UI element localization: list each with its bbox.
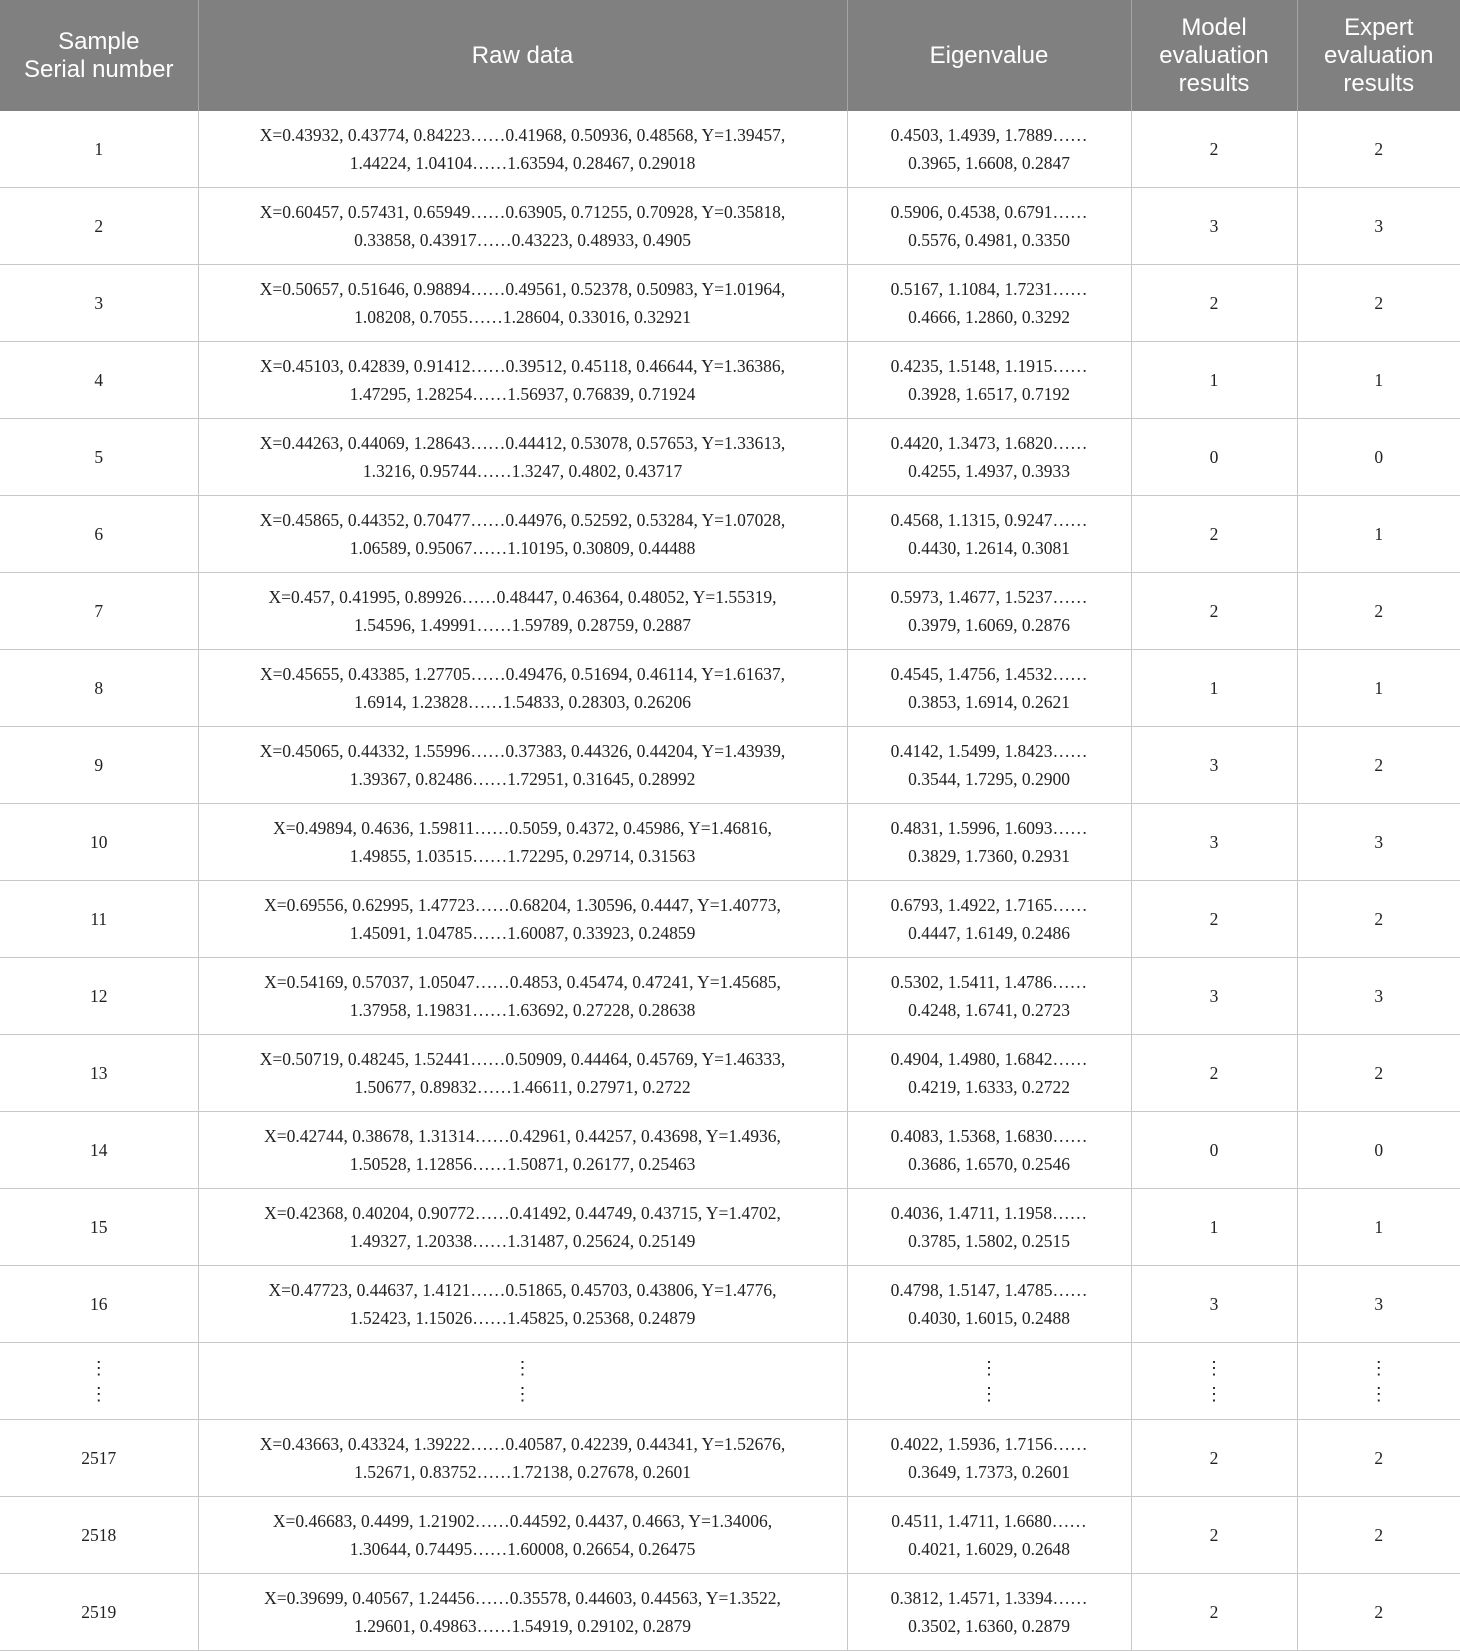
- table-row: [0, 188, 1460, 265]
- raw-data-cell: [198, 342, 847, 419]
- eigenvalue-cell-line: 0.3502, 1.6360, 0.2879: [908, 1616, 1070, 1636]
- eigenvalue-cell-line: 0.4904, 1.4980, 1.6842……: [890, 1049, 1088, 1069]
- expert-evaluation-cell-line: 2: [1374, 293, 1384, 313]
- raw-data-cell-line: 1.54596, 1.49991……1.59789, 0.28759, 0.2887: [354, 615, 691, 635]
- model-evaluation-cell: [1131, 573, 1297, 650]
- table-row: [0, 650, 1460, 727]
- raw-data-cell-line: 1.06589, 0.95067……1.10195, 0.30809, 0.44488: [349, 538, 696, 558]
- expert-evaluation-cell-line: 3: [1374, 216, 1384, 236]
- raw-data-cell-line: ⋮: [513, 1384, 532, 1404]
- sample-serial-number-cell: [0, 650, 198, 727]
- model-evaluation-cell-line: 3: [1209, 1294, 1219, 1314]
- eigenvalue-cell: [847, 1574, 1131, 1651]
- eigenvalue-cell: [847, 419, 1131, 496]
- raw-data-cell-line: X=0.54169, 0.57037, 1.05047……0.4853, 0.45474, 0.47241, Y=1.45685,: [264, 972, 781, 992]
- eigenvalue-cell-line: 0.4568, 1.1315, 0.9247……: [890, 510, 1088, 530]
- model-evaluation-cell: [1131, 804, 1297, 881]
- raw-data-cell-line: 1.44224, 1.04104……1.63594, 0.28467, 0.29018: [349, 153, 696, 173]
- raw-data-cell-line: X=0.45865, 0.44352, 0.70477……0.44976, 0.52592, 0.53284, Y=1.07028,: [259, 510, 786, 530]
- model-evaluation-cell: [1131, 111, 1297, 188]
- raw-data-cell: [198, 650, 847, 727]
- sample-serial-number-cell-line: 10: [90, 832, 108, 852]
- eigenvalue-cell-line: 0.3686, 1.6570, 0.2546: [908, 1154, 1070, 1174]
- model-evaluation-cell-line: 2: [1209, 293, 1219, 313]
- eigenvalue-cell: [847, 573, 1131, 650]
- sample-serial-number-cell: [0, 1420, 198, 1497]
- model-evaluation-cell-line: 3: [1209, 216, 1219, 236]
- eigenvalue-cell-line: 0.3853, 1.6914, 0.2621: [908, 692, 1070, 712]
- sample-serial-number-cell: [0, 1189, 198, 1266]
- sample-serial-number-cell: [0, 573, 198, 650]
- sample-serial-number-cell-line: 11: [90, 909, 108, 929]
- raw-data-cell-line: X=0.42744, 0.38678, 1.31314……0.42961, 0.44257, 0.43698, Y=1.4936,: [264, 1126, 781, 1146]
- raw-data-cell-line: 1.45091, 1.04785……1.60087, 0.33923, 0.24859: [349, 923, 696, 943]
- table-row: [0, 573, 1460, 650]
- raw-data-cell-line: 1.50677, 0.89832……1.46611, 0.27971, 0.2722: [354, 1077, 691, 1097]
- sample-serial-number-cell-line: 2: [94, 216, 104, 236]
- raw-data-cell-line: X=0.45065, 0.44332, 1.55996……0.37383, 0.44326, 0.44204, Y=1.43939,: [259, 741, 786, 761]
- eigenvalue-cell: [847, 1035, 1131, 1112]
- expert-evaluation-cell: [1297, 1343, 1460, 1420]
- model-evaluation-cell: [1131, 496, 1297, 573]
- eigenvalue-cell-line: 0.4036, 1.4711, 1.1958……: [890, 1203, 1088, 1223]
- expert-evaluation-cell-line: 1: [1374, 1217, 1384, 1237]
- raw-data-cell: [198, 1574, 847, 1651]
- expert-evaluation-cell-line: 2: [1374, 1063, 1384, 1083]
- eigenvalue-cell-line: 0.3812, 1.4571, 1.3394……: [890, 1588, 1088, 1608]
- raw-data-cell: [198, 188, 847, 265]
- raw-data-cell-line: X=0.43932, 0.43774, 0.84223……0.41968, 0.50936, 0.48568, Y=1.39457,: [259, 125, 786, 145]
- model-evaluation-cell-line: 2: [1209, 909, 1219, 929]
- sample-serial-number-cell: [0, 958, 198, 1035]
- model-evaluation-cell: [1131, 265, 1297, 342]
- expert-evaluation-cell: [1297, 1497, 1460, 1574]
- expert-evaluation-cell: [1297, 342, 1460, 419]
- table-row: [0, 804, 1460, 881]
- sample-serial-number-cell: [0, 804, 198, 881]
- model-evaluation-cell-line: 1: [1209, 678, 1219, 698]
- eigenvalue-cell-line: 0.5576, 0.4981, 0.3350: [908, 230, 1070, 250]
- header-eigenvalue: Eigenvalue: [847, 0, 1131, 111]
- model-evaluation-cell: [1131, 650, 1297, 727]
- raw-data-cell: [198, 1497, 847, 1574]
- eigenvalue-cell-line: 0.4545, 1.4756, 1.4532……: [890, 664, 1088, 684]
- model-evaluation-cell: [1131, 1189, 1297, 1266]
- sample-serial-number-cell: [0, 265, 198, 342]
- eigenvalue-cell-line: 0.4831, 1.5996, 1.6093……: [890, 818, 1088, 838]
- table-row: [0, 1112, 1460, 1189]
- raw-data-cell-line: 1.08208, 0.7055……1.28604, 0.33016, 0.32921: [354, 307, 691, 327]
- sample-serial-number-cell: [0, 1343, 198, 1420]
- expert-evaluation-cell-line: 2: [1374, 909, 1384, 929]
- raw-data-cell: [198, 1420, 847, 1497]
- model-evaluation-cell-line: ⋮ ⋮: [1205, 1358, 1223, 1404]
- table-row: [0, 496, 1460, 573]
- eigenvalue-cell-line: ⋮: [980, 1358, 998, 1378]
- expert-evaluation-cell: [1297, 1266, 1460, 1343]
- expert-evaluation-cell: [1297, 727, 1460, 804]
- eigenvalue-cell-line: 0.5973, 1.4677, 1.5237……: [890, 587, 1088, 607]
- eigenvalue-cell-line: 0.4511, 1.4711, 1.6680……: [891, 1511, 1087, 1531]
- sample-serial-number-cell: [0, 1574, 198, 1651]
- eigenvalue-cell: [847, 265, 1131, 342]
- model-evaluation-cell-line: 3: [1209, 832, 1219, 852]
- eigenvalue-cell: [847, 496, 1131, 573]
- sample-serial-number-cell-line: 6: [94, 524, 104, 544]
- model-evaluation-cell: [1131, 1112, 1297, 1189]
- model-evaluation-cell: [1131, 1420, 1297, 1497]
- expert-evaluation-cell-line: 2: [1374, 1525, 1384, 1545]
- model-evaluation-cell-line: 2: [1209, 1525, 1219, 1545]
- table-row: [0, 1266, 1460, 1343]
- eigenvalue-cell-line: 0.4430, 1.2614, 0.3081: [908, 538, 1070, 558]
- model-evaluation-cell: [1131, 1035, 1297, 1112]
- sample-serial-number-cell: [0, 496, 198, 573]
- expert-evaluation-cell: [1297, 1035, 1460, 1112]
- sample-serial-number-cell-line: 4: [94, 370, 104, 390]
- sample-serial-number-cell: [0, 1266, 198, 1343]
- sample-serial-number-cell-line: 13: [90, 1063, 108, 1083]
- ellipsis-row: [0, 1343, 1460, 1420]
- expert-evaluation-cell-line: 3: [1374, 986, 1384, 1006]
- eigenvalue-cell-line: 0.4083, 1.5368, 1.6830……: [890, 1126, 1088, 1146]
- sample-serial-number-cell-line: 9: [94, 755, 104, 775]
- eigenvalue-cell-line: 0.5302, 1.5411, 1.4786……: [890, 972, 1088, 992]
- model-evaluation-cell: [1131, 419, 1297, 496]
- sample-serial-number-cell-line: 3: [94, 293, 104, 313]
- raw-data-cell-line: X=0.60457, 0.57431, 0.65949……0.63905, 0.71255, 0.70928, Y=0.35818,: [259, 202, 786, 222]
- model-evaluation-cell-line: 1: [1209, 1217, 1219, 1237]
- expert-evaluation-cell: [1297, 188, 1460, 265]
- model-evaluation-cell-line: 3: [1209, 755, 1219, 775]
- raw-data-cell-line: X=0.50719, 0.48245, 1.52441……0.50909, 0.44464, 0.45769, Y=1.46333,: [259, 1049, 786, 1069]
- eigenvalue-cell-line: 0.4219, 1.6333, 0.2722: [908, 1077, 1070, 1097]
- sample-serial-number-cell-line: 5: [94, 447, 104, 467]
- raw-data-cell: [198, 111, 847, 188]
- sample-serial-number-cell: [0, 1035, 198, 1112]
- raw-data-cell-line: X=0.49894, 0.4636, 1.59811……0.5059, 0.4372, 0.45986, Y=1.46816,: [273, 818, 772, 838]
- sample-serial-number-cell: [0, 1112, 198, 1189]
- model-evaluation-cell: [1131, 881, 1297, 958]
- sample-serial-number-cell-line: 1: [94, 139, 104, 159]
- model-evaluation-cell: [1131, 342, 1297, 419]
- sample-serial-number-cell: [0, 881, 198, 958]
- table-row: [0, 1420, 1460, 1497]
- model-evaluation-cell: [1131, 1343, 1297, 1420]
- eigenvalue-cell-line: 0.4030, 1.6015, 0.2488: [908, 1308, 1070, 1328]
- eigenvalue-cell-line: 0.4798, 1.5147, 1.4785……: [890, 1280, 1088, 1300]
- model-evaluation-cell-line: 3: [1209, 986, 1219, 1006]
- raw-data-cell: [198, 727, 847, 804]
- raw-data-cell: [198, 1266, 847, 1343]
- eigenvalue-cell: [847, 881, 1131, 958]
- raw-data-cell-line: X=0.69556, 0.62995, 1.47723……0.68204, 1.30596, 0.4447, Y=1.40773,: [264, 895, 781, 915]
- raw-data-cell: [198, 1189, 847, 1266]
- model-evaluation-cell: [1131, 958, 1297, 1035]
- eigenvalue-cell-line: 0.3979, 1.6069, 0.2876: [908, 615, 1070, 635]
- raw-data-cell-line: 1.30644, 0.74495……1.60008, 0.26654, 0.26475: [349, 1539, 696, 1559]
- raw-data-cell-line: 1.52671, 0.83752……1.72138, 0.27678, 0.2601: [354, 1462, 691, 1482]
- eigenvalue-cell-line: 0.5906, 0.4538, 0.6791……: [890, 202, 1088, 222]
- model-evaluation-cell-line: 2: [1209, 1063, 1219, 1083]
- raw-data-cell-line: X=0.42368, 0.40204, 0.90772……0.41492, 0.44749, 0.43715, Y=1.4702,: [264, 1203, 781, 1223]
- eigenvalue-cell-line: ⋮: [980, 1384, 998, 1404]
- raw-data-cell-line: X=0.45655, 0.43385, 1.27705……0.49476, 0.51694, 0.46114, Y=1.61637,: [260, 664, 785, 684]
- model-evaluation-cell-line: 2: [1209, 524, 1219, 544]
- expert-evaluation-cell-line: 2: [1374, 1602, 1384, 1622]
- raw-data-cell: [198, 1343, 847, 1420]
- sample-serial-number-cell: [0, 1497, 198, 1574]
- raw-data-cell: [198, 1035, 847, 1112]
- model-evaluation-cell-line: 2: [1209, 1602, 1219, 1622]
- table-row: [0, 1035, 1460, 1112]
- expert-evaluation-cell: [1297, 419, 1460, 496]
- expert-evaluation-cell-line: 2: [1374, 601, 1384, 621]
- eigenvalue-cell-line: 0.3928, 1.6517, 0.7192: [908, 384, 1070, 404]
- raw-data-cell-line: 1.52423, 1.15026……1.45825, 0.25368, 0.24879: [349, 1308, 696, 1328]
- eigenvalue-cell-line: 0.4447, 1.6149, 0.2486: [908, 923, 1070, 943]
- eigenvalue-cell-line: 0.3544, 1.7295, 0.2900: [908, 769, 1070, 789]
- eigenvalue-cell: [847, 1420, 1131, 1497]
- sample-serial-number-cell-line: 2517: [81, 1448, 117, 1468]
- sample-serial-number-cell-line: 12: [90, 986, 108, 1006]
- raw-data-cell: [198, 881, 847, 958]
- expert-evaluation-cell: [1297, 496, 1460, 573]
- eigenvalue-cell: [847, 1189, 1131, 1266]
- table-row: [0, 881, 1460, 958]
- eigenvalue-cell: [847, 727, 1131, 804]
- expert-evaluation-cell: [1297, 650, 1460, 727]
- eigenvalue-cell: [847, 804, 1131, 881]
- raw-data-cell: [198, 496, 847, 573]
- raw-data-cell-line: 1.3216, 0.95744……1.3247, 0.4802, 0.43717: [362, 461, 683, 481]
- raw-data-cell-line: ⋮: [513, 1358, 532, 1378]
- raw-data-cell-line: 1.39367, 0.82486……1.72951, 0.31645, 0.28992: [349, 769, 696, 789]
- raw-data-cell-line: X=0.47723, 0.44637, 1.4121……0.51865, 0.45703, 0.43806, Y=1.4776,: [268, 1280, 777, 1300]
- expert-evaluation-cell-line: 2: [1374, 755, 1384, 775]
- eigenvalue-cell-line: 0.4503, 1.4939, 1.7889……: [890, 125, 1088, 145]
- model-evaluation-cell: [1131, 188, 1297, 265]
- raw-data-cell-line: X=0.457, 0.41995, 0.89926……0.48447, 0.46364, 0.48052, Y=1.55319,: [268, 587, 777, 607]
- eigenvalue-cell: [847, 342, 1131, 419]
- eigenvalue-cell-line: 0.4235, 1.5148, 1.1915……: [890, 356, 1088, 376]
- eigenvalue-cell: [847, 1266, 1131, 1343]
- expert-evaluation-cell: [1297, 111, 1460, 188]
- sample-serial-number-cell-line: 2519: [81, 1602, 117, 1622]
- expert-evaluation-cell-line: 1: [1374, 524, 1384, 544]
- raw-data-cell-line: X=0.39699, 0.40567, 1.24456……0.35578, 0.44603, 0.44563, Y=1.3522,: [264, 1588, 781, 1608]
- table-row: [0, 111, 1460, 188]
- expert-evaluation-cell: [1297, 1574, 1460, 1651]
- model-evaluation-cell-line: 0: [1209, 1140, 1219, 1160]
- expert-evaluation-cell-line: 3: [1374, 1294, 1384, 1314]
- expert-evaluation-cell: [1297, 1189, 1460, 1266]
- sample-serial-number-cell-line: 7: [94, 601, 104, 621]
- table-row: [0, 958, 1460, 1035]
- model-evaluation-cell: [1131, 1266, 1297, 1343]
- sample-serial-number-cell-line: 15: [90, 1217, 108, 1237]
- eigenvalue-cell-line: 0.5167, 1.1084, 1.7231……: [890, 279, 1088, 299]
- eigenvalue-cell: [847, 650, 1131, 727]
- raw-data-cell-line: 1.49327, 1.20338……1.31487, 0.25624, 0.25149: [349, 1231, 696, 1251]
- header-model-evaluation-results: Model evaluation results: [1131, 0, 1297, 111]
- raw-data-cell-line: X=0.44263, 0.44069, 1.28643……0.44412, 0.53078, 0.57653, Y=1.33613,: [259, 433, 786, 453]
- raw-data-cell: [198, 419, 847, 496]
- raw-data-cell: [198, 1112, 847, 1189]
- raw-data-cell-line: X=0.45103, 0.42839, 0.91412……0.39512, 0.45118, 0.46644, Y=1.36386,: [260, 356, 785, 376]
- table-row: [0, 1497, 1460, 1574]
- header-expert-evaluation-results: Expert evaluation results: [1297, 0, 1460, 111]
- header-row: [0, 0, 1460, 111]
- expert-evaluation-cell: [1297, 804, 1460, 881]
- eigenvalue-cell-line: 0.3649, 1.7373, 0.2601: [908, 1462, 1070, 1482]
- raw-data-cell-line: 1.29601, 0.49863……1.54919, 0.29102, 0.2879: [354, 1616, 691, 1636]
- eigenvalue-cell-line: 0.4666, 1.2860, 0.3292: [908, 307, 1070, 327]
- expert-evaluation-cell: [1297, 958, 1460, 1035]
- raw-data-cell: [198, 265, 847, 342]
- sample-serial-number-cell: [0, 188, 198, 265]
- model-evaluation-cell-line: 2: [1209, 1448, 1219, 1468]
- eigenvalue-cell-line: 0.4420, 1.3473, 1.6820……: [890, 433, 1088, 453]
- expert-evaluation-cell: [1297, 1112, 1460, 1189]
- header-raw-data: Raw data: [198, 0, 847, 111]
- raw-data-cell-line: X=0.46683, 0.4499, 1.21902……0.44592, 0.4437, 0.4663, Y=1.34006,: [272, 1511, 773, 1531]
- expert-evaluation-cell-line: 0: [1374, 1140, 1384, 1160]
- raw-data-cell-line: 1.6914, 1.23828……1.54833, 0.28303, 0.26206: [354, 692, 691, 712]
- eigenvalue-cell-line: 0.3829, 1.7360, 0.2931: [908, 846, 1070, 866]
- eigenvalue-cell: [847, 1497, 1131, 1574]
- raw-data-cell: [198, 804, 847, 881]
- expert-evaluation-cell-line: 0: [1374, 447, 1384, 467]
- sample-serial-number-cell-line: 2518: [81, 1525, 117, 1545]
- sample-serial-number-cell: [0, 342, 198, 419]
- sample-serial-number-cell-line: 16: [90, 1294, 108, 1314]
- table-row: [0, 1574, 1460, 1651]
- model-evaluation-cell-line: 0: [1209, 447, 1219, 467]
- model-evaluation-cell: [1131, 1497, 1297, 1574]
- expert-evaluation-cell: [1297, 265, 1460, 342]
- table-body: [0, 111, 1460, 1651]
- table-header: [0, 0, 1460, 111]
- eigenvalue-cell-line: 0.4255, 1.4937, 0.3933: [908, 461, 1070, 481]
- table-row: [0, 419, 1460, 496]
- eigenvalue-cell-line: 0.4021, 1.6029, 0.2648: [908, 1539, 1070, 1559]
- raw-data-cell: [198, 573, 847, 650]
- table-row: [0, 265, 1460, 342]
- raw-data-cell-line: X=0.50657, 0.51646, 0.98894……0.49561, 0.52378, 0.50983, Y=1.01964,: [259, 279, 786, 299]
- expert-evaluation-cell-line: 1: [1374, 370, 1384, 390]
- table-row: [0, 1189, 1460, 1266]
- expert-evaluation-cell-line: 2: [1374, 1448, 1384, 1468]
- eigenvalue-cell-line: 0.4022, 1.5936, 1.7156……: [890, 1434, 1088, 1454]
- eigenvalue-cell: [847, 958, 1131, 1035]
- model-evaluation-cell-line: 1: [1209, 370, 1219, 390]
- model-evaluation-cell-line: 2: [1209, 139, 1219, 159]
- raw-data-cell-line: 1.37958, 1.19831……1.63692, 0.27228, 0.28638: [349, 1000, 696, 1020]
- eigenvalue-cell-line: 0.3785, 1.5802, 0.2515: [908, 1231, 1070, 1251]
- expert-evaluation-cell: [1297, 881, 1460, 958]
- model-evaluation-cell-line: 2: [1209, 601, 1219, 621]
- raw-data-cell-line: X=0.43663, 0.43324, 1.39222……0.40587, 0.42239, 0.44341, Y=1.52676,: [259, 1434, 786, 1454]
- expert-evaluation-cell: [1297, 1420, 1460, 1497]
- sample-serial-number-cell: [0, 111, 198, 188]
- expert-evaluation-cell-line: 3: [1374, 832, 1384, 852]
- model-evaluation-cell: [1131, 727, 1297, 804]
- eigenvalue-cell-line: 0.6793, 1.4922, 1.7165……: [890, 895, 1088, 915]
- eigenvalue-cell: [847, 1112, 1131, 1189]
- model-evaluation-cell: [1131, 1574, 1297, 1651]
- sample-serial-number-cell: [0, 727, 198, 804]
- raw-data-cell-line: 1.49855, 1.03515……1.72295, 0.29714, 0.31563: [349, 846, 696, 866]
- raw-data-cell-line: 0.33858, 0.43917……0.43223, 0.48933, 0.4905: [354, 230, 691, 250]
- sample-serial-number-cell-line: 14: [90, 1140, 108, 1160]
- sample-serial-number-cell-line: 8: [94, 678, 104, 698]
- eigenvalue-cell: [847, 1343, 1131, 1420]
- eigenvalue-cell-line: 0.4248, 1.6741, 0.2723: [908, 1000, 1070, 1020]
- expert-evaluation-cell-line: 1: [1374, 678, 1384, 698]
- raw-data-cell-line: 1.47295, 1.28254……1.56937, 0.76839, 0.71924: [349, 384, 696, 404]
- sample-serial-number-cell-line: ⋮ ⋮: [89, 1358, 108, 1404]
- sample-serial-number-cell: [0, 419, 198, 496]
- expert-evaluation-cell: [1297, 573, 1460, 650]
- eigenvalue-cell-line: 0.3965, 1.6608, 0.2847: [908, 153, 1070, 173]
- table-row: [0, 727, 1460, 804]
- eigenvalue-cell: [847, 188, 1131, 265]
- header-sample-serial-number: Sample Serial number: [0, 0, 198, 111]
- expert-evaluation-cell-line: 2: [1374, 139, 1384, 159]
- expert-evaluation-cell-line: ⋮ ⋮: [1369, 1358, 1388, 1404]
- raw-data-cell: [198, 958, 847, 1035]
- eigenvalue-cell: [847, 111, 1131, 188]
- eigenvalue-cell-line: 0.4142, 1.5499, 1.8423……: [890, 741, 1088, 761]
- table-row: [0, 342, 1460, 419]
- raw-data-cell-line: 1.50528, 1.12856……1.50871, 0.26177, 0.25463: [349, 1154, 696, 1174]
